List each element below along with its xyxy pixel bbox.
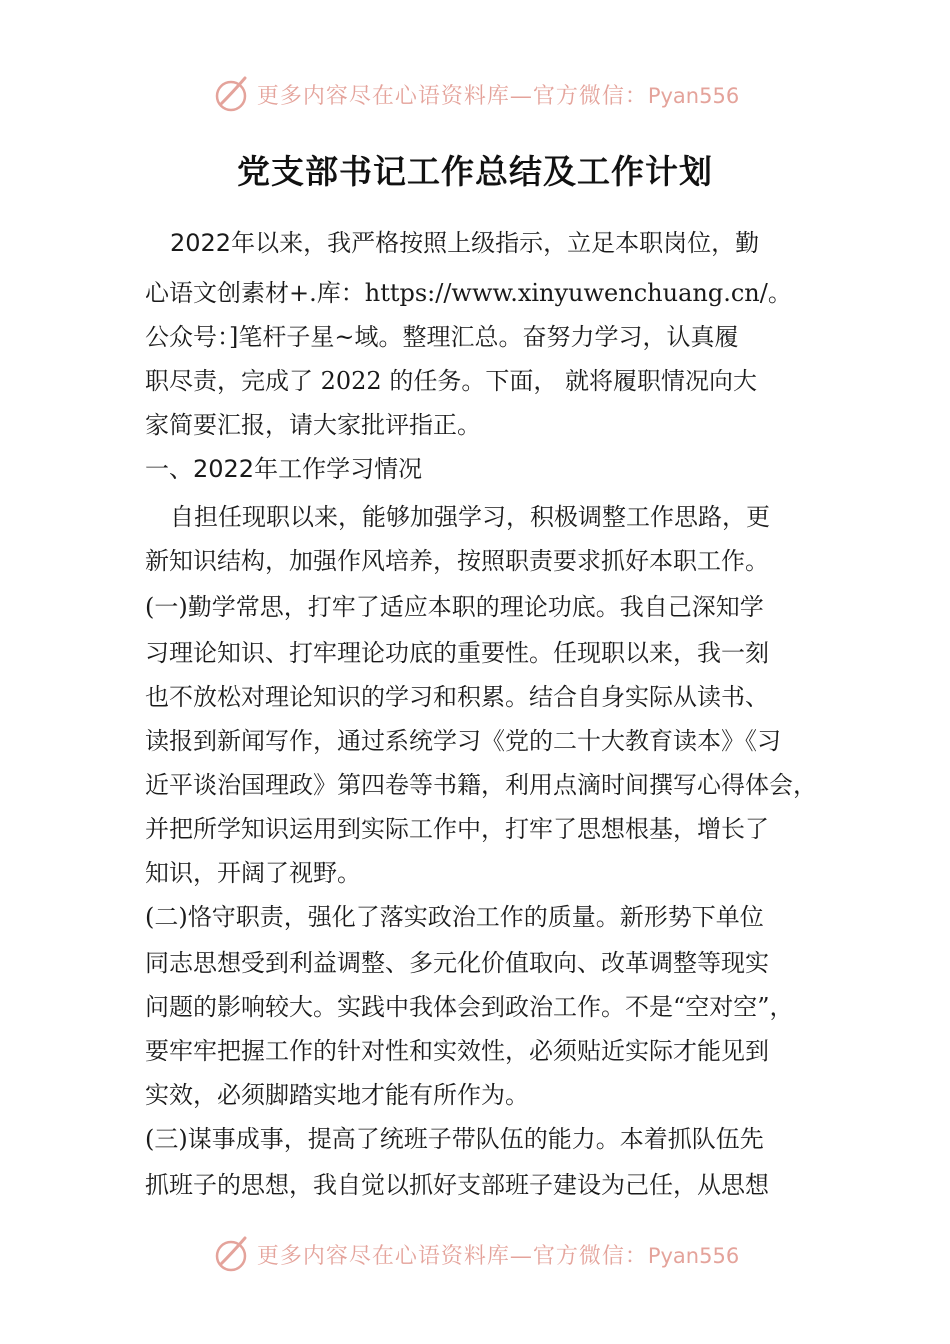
body-line: 也不放松对理论知识的学习和积累。结合自身实际从读书、 [145, 683, 769, 711]
watermark-label: 更多内容尽在心语资料库—官方微信： [256, 1243, 648, 1269]
watermark-label: 更多内容尽在心语资料库—官方微信： [256, 83, 648, 109]
body-line: 同志思想受到利益调整、多元化价值取向、改革调整等现实 [145, 949, 769, 977]
body-line: 2022年以来，我严格按照上级指示，立足本职岗位，勤 [170, 229, 760, 257]
body-line: (二)恪守职责，强化了落实政治工作的质量。新形势下单位 [145, 903, 764, 931]
quill-logo-icon [211, 74, 251, 114]
watermark-banner-top [0, 72, 950, 116]
watermark-wechat-id: Pyan556 [647, 83, 740, 108]
watermark-text-top [257, 79, 739, 110]
body-line: 要牢牢把握工作的针对性和实效性，必须贴近实际才能见到 [145, 1037, 769, 1065]
body-line: 实效，必须脚踏实地才能有所作为。 [145, 1081, 529, 1109]
section-heading: 一、2022年工作学习情况 [145, 455, 423, 483]
body-line: 家简要汇报，请大家批评指正。 [145, 411, 481, 439]
body-line: 并把所学知识运用到实际工作中，打牢了思想根基，增长了 [145, 815, 769, 843]
body-line: 职尽责，完成了 2022 的任务。下面， 就将履职情况向大 [145, 367, 757, 395]
body-line: 抓班子的思想，我自觉以抓好支部班子建设为己任，从思想 [145, 1171, 769, 1199]
body-line: 新知识结构，加强作风培养，按照职责要求抓好本职工作。 [145, 547, 769, 575]
body-line: 心语文创素材+.库：https://www.xinyuwenchuang.cn/。 [145, 279, 792, 307]
watermark-text-bottom [257, 1239, 739, 1270]
body-line: 近平谈治国理政》第四卷等书籍，利用点滴时间撰写心得体会， [145, 771, 817, 799]
body-line: (一)勤学常思，打牢了适应本职的理论功底。我自己深知学 [145, 593, 764, 621]
body-line: 问题的影响较大。实践中我体会到政治工作。不是“空对空”， [145, 993, 794, 1021]
document-title: 党支部书记工作总结及工作计划 [237, 152, 713, 191]
body-line: 习理论知识、打牢理论功底的重要性。任现职以来，我一刻 [145, 639, 769, 667]
body-line: 自担任现职以来，能够加强学习，积极调整工作思路，更 [170, 503, 770, 531]
body-line: (三)谋事成事，提高了统班子带队伍的能力。本着抓队伍先 [145, 1125, 764, 1153]
body-line: 读报到新闻写作，通过系统学习《党的二十大教育读本》《习 [145, 727, 781, 755]
body-line: 知识，开阔了视野。 [145, 859, 361, 887]
watermark-banner-bottom [0, 1232, 950, 1276]
body-line: 公众号：]笔杆子星~域。整理汇总。奋努力学习，认真履 [145, 323, 739, 351]
watermark-wechat-id: Pyan556 [647, 1243, 740, 1268]
quill-logo-icon [211, 1234, 251, 1274]
